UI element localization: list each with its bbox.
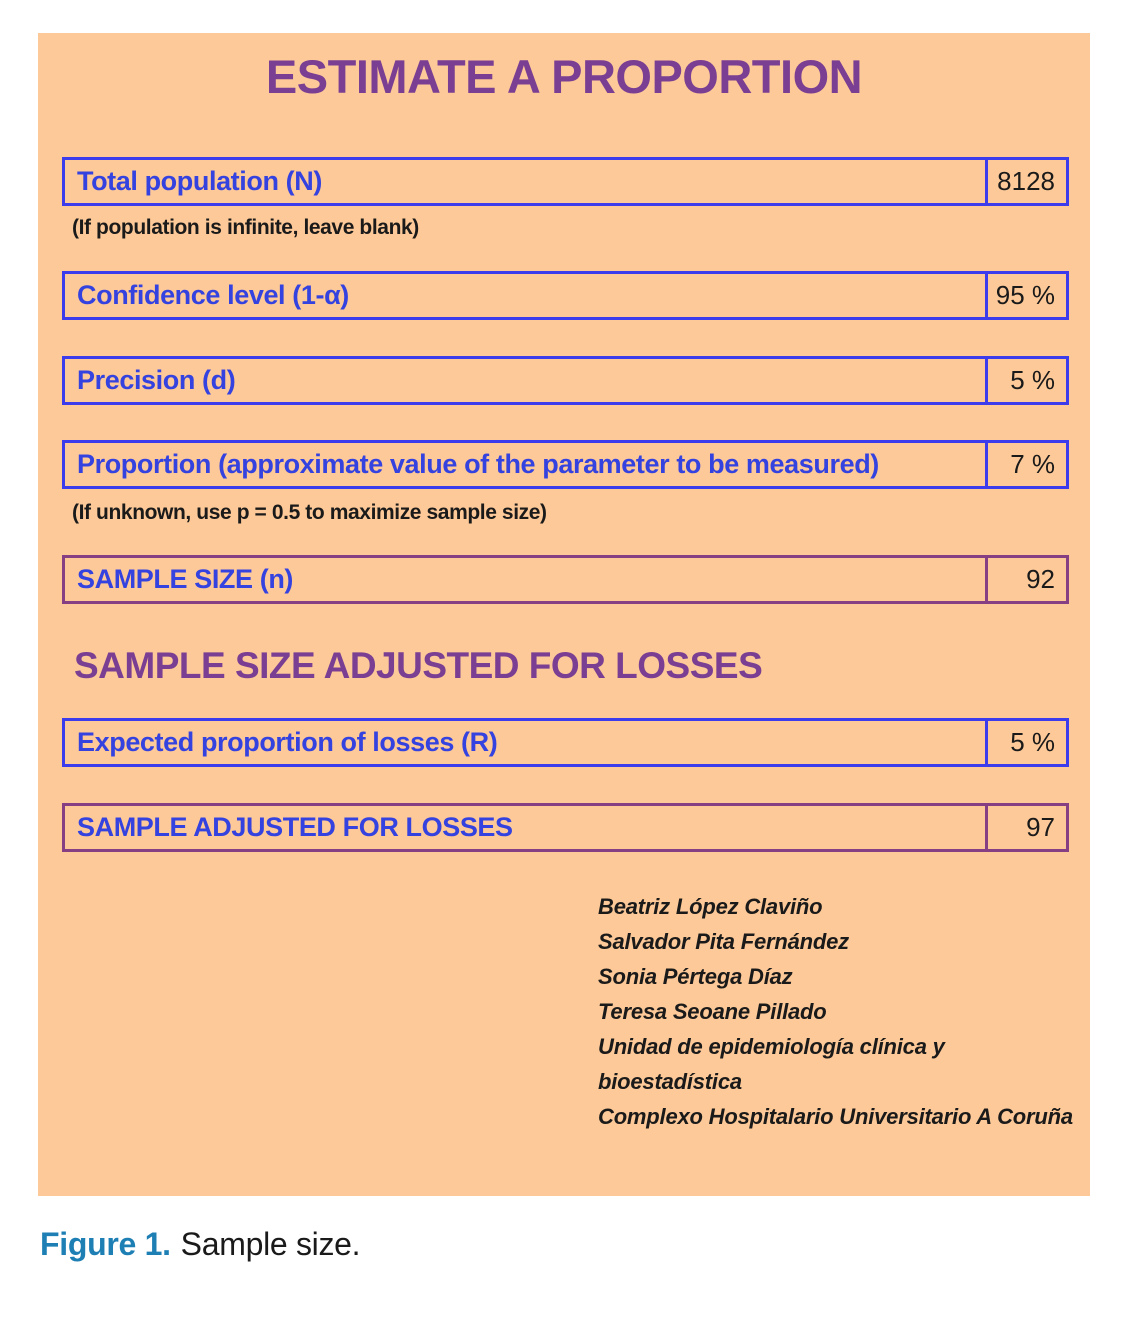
credit-line: Beatriz López Claviño <box>598 894 823 919</box>
author-credits <box>598 889 1090 1134</box>
figure-caption <box>40 1226 360 1263</box>
sample-adjusted-losses-label: SAMPLE ADJUSTED FOR LOSSES <box>77 812 513 842</box>
field-row-precision <box>62 356 1069 405</box>
credit-line: Salvador Pita Fernández <box>598 929 849 954</box>
calculator-panel <box>38 33 1090 1196</box>
precision-label: Precision (d) <box>77 365 236 395</box>
field-row-proportion <box>62 440 1069 489</box>
field-row-sample-adjusted-losses <box>62 803 1069 852</box>
section-heading-adjusted-losses: SAMPLE SIZE ADJUSTED FOR LOSSES <box>74 645 763 686</box>
field-row-expected-losses <box>62 718 1069 767</box>
expected-losses-label: Expected proportion of losses (R) <box>77 727 498 757</box>
precision-input[interactable]: 5 % <box>985 359 1066 402</box>
field-row-sample-size <box>62 555 1069 604</box>
total-population-label: Total population (N) <box>77 166 322 196</box>
credit-line: Unidad de epidemiología clínica y bioestadística <box>598 1034 945 1094</box>
expected-losses-input[interactable]: 5 % <box>985 721 1066 764</box>
credit-line: Sonia Pértega Díaz <box>598 964 793 989</box>
sample-adjusted-losses-value: 97 <box>985 806 1066 849</box>
figure-caption-label: Figure 1. <box>40 1226 171 1262</box>
confidence-level-input[interactable]: 95 % <box>985 274 1066 317</box>
sample-size-label: SAMPLE SIZE (n) <box>77 564 293 594</box>
total-population-note: (If population is infinite, leave blank) <box>72 216 419 239</box>
field-row-confidence-level <box>62 271 1069 320</box>
field-row-total-population <box>62 157 1069 206</box>
figure-caption-text: Sample size. <box>180 1226 361 1262</box>
credit-line: Complexo Hospitalario Universitario A Coruña <box>598 1104 1073 1129</box>
sample-size-value: 92 <box>985 558 1066 601</box>
proportion-note: (If unknown, use p = 0.5 to maximize sample size) <box>72 501 547 524</box>
proportion-input[interactable]: 7 % <box>985 443 1066 486</box>
total-population-input[interactable]: 8128 <box>985 160 1066 203</box>
confidence-level-label: Confidence level (1-α) <box>77 280 349 310</box>
proportion-label: Proportion (approximate value of the parameter to be measured) <box>77 449 879 479</box>
credit-line: Teresa Seoane Pillado <box>598 999 827 1024</box>
panel-title: ESTIMATE A PROPORTION <box>265 50 863 103</box>
